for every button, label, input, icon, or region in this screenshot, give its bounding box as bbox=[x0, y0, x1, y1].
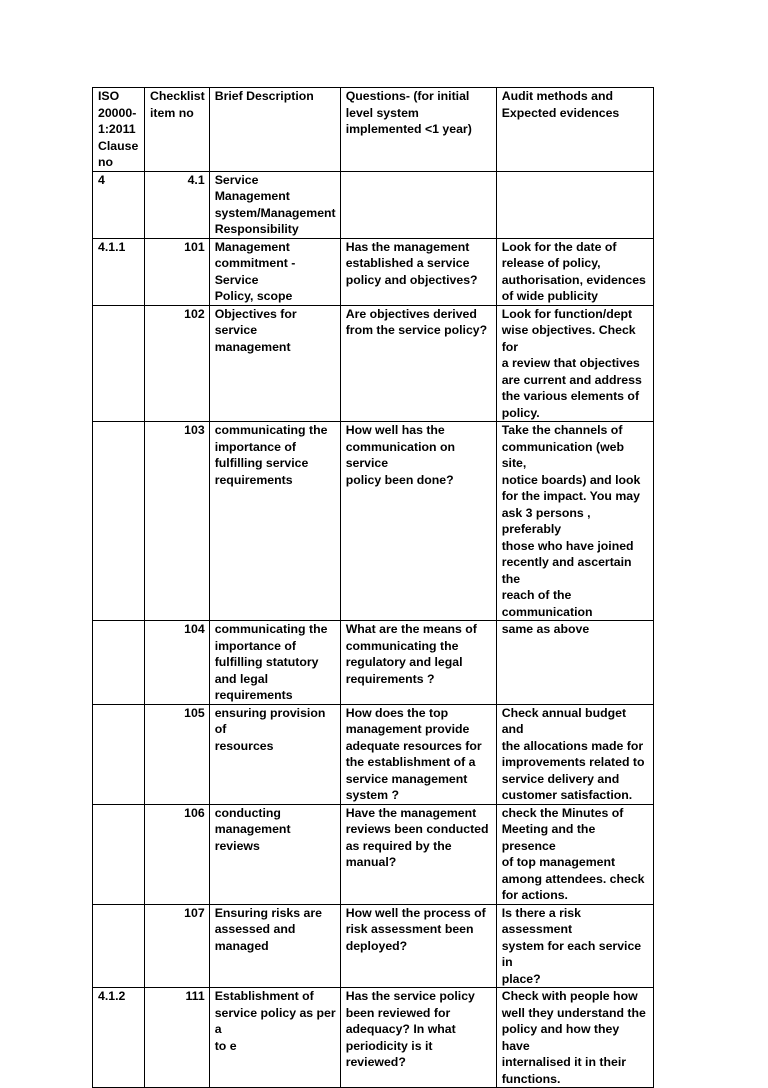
question-text: Has the service policy been reviewed for adequacy? In what periodicity is it reviewed? bbox=[345, 989, 475, 1069]
audit-cell bbox=[496, 422, 653, 621]
question-cell bbox=[340, 988, 496, 1088]
header-brief-text: Brief Description bbox=[214, 89, 314, 103]
iso-clause-cell bbox=[93, 171, 145, 238]
table-row bbox=[93, 988, 654, 1088]
brief-cell bbox=[209, 621, 340, 705]
item-no-cell bbox=[145, 621, 210, 705]
brief-text: communicating the importance of fulfilling statutory and legal requirements bbox=[214, 622, 328, 702]
iso-clause-cell bbox=[93, 704, 145, 804]
brief-text: Ensuring risks are assessed and managed bbox=[214, 905, 322, 953]
iso-clause-cell bbox=[93, 422, 145, 621]
audit-text: Look for function/dept wise objectives. Check for a review that objectives are current and address the various elements of policy. bbox=[501, 306, 642, 420]
iso-clause-cell bbox=[93, 305, 145, 422]
question-text: How does the top management provide adequate resources for the establishment of a service management system ? bbox=[345, 705, 482, 802]
audit-cell bbox=[496, 238, 653, 305]
header-row bbox=[93, 88, 654, 172]
iso-clause-text: 4.1.2 bbox=[98, 989, 126, 1003]
item-no-cell bbox=[145, 704, 210, 804]
table-row bbox=[93, 422, 654, 621]
brief-text: ensuring provision of resources bbox=[214, 705, 326, 753]
question-cell bbox=[340, 704, 496, 804]
audit-cell bbox=[496, 904, 653, 988]
audit-text: Is there a risk assessment system for each service in place? bbox=[501, 905, 642, 986]
audit-text: Check with people how well they understand the policy and how they have internalised it in their functions. bbox=[501, 989, 646, 1086]
header-audit-text: Audit methods and Expected evidences bbox=[501, 89, 620, 120]
audit-cell bbox=[496, 988, 653, 1088]
item-no-cell bbox=[145, 804, 210, 904]
item-no-text: 103 bbox=[184, 423, 205, 437]
question-cell bbox=[340, 904, 496, 988]
question-cell bbox=[340, 804, 496, 904]
question-cell bbox=[340, 621, 496, 705]
item-no-text: 102 bbox=[184, 306, 205, 321]
iso-clause-text: 4 bbox=[98, 172, 105, 187]
header-questions-text: Questions- (for initial level system implemented <1 year) bbox=[345, 89, 472, 136]
brief-text: Management commitment -Service Policy, scope bbox=[214, 239, 296, 303]
item-no-text: 106 bbox=[184, 805, 205, 820]
audit-cell bbox=[496, 704, 653, 804]
header-checklist-item bbox=[145, 88, 210, 172]
header-audit-methods bbox=[496, 88, 653, 172]
table-row bbox=[93, 238, 654, 305]
question-text: Have the management reviews been conducted as required by the manual? bbox=[345, 805, 489, 869]
question-cell bbox=[340, 422, 496, 621]
question-cell bbox=[340, 305, 496, 422]
audit-text: Look for the date of release of policy, authorisation, evidences of wide publicity bbox=[501, 239, 646, 303]
brief-cell bbox=[209, 238, 340, 305]
audit-cell bbox=[496, 171, 653, 238]
item-no-text: 107 bbox=[184, 905, 205, 920]
iso-clause-cell bbox=[93, 904, 145, 988]
header-questions bbox=[340, 88, 496, 172]
table-row bbox=[93, 171, 654, 238]
question-text: Are objectives derived from the service policy? bbox=[345, 306, 488, 337]
header-iso-text: ISO 20000- 1:2011 Clause no bbox=[98, 89, 139, 169]
header-iso-clause bbox=[93, 88, 145, 172]
brief-cell bbox=[209, 904, 340, 988]
brief-cell bbox=[209, 804, 340, 904]
question-text: How well the process of risk assessment been deployed? bbox=[345, 905, 486, 953]
audit-text: same as above bbox=[501, 622, 590, 636]
table-row bbox=[93, 305, 654, 422]
table-row bbox=[93, 704, 654, 804]
brief-cell bbox=[209, 988, 340, 1088]
question-text: How well has the communication on service policy been done? bbox=[345, 423, 455, 487]
iso-clause-cell bbox=[93, 621, 145, 705]
brief-text: Service Management system/Management Responsibility bbox=[214, 172, 336, 236]
brief-text: Establishment of service policy as per a to e bbox=[214, 989, 336, 1053]
item-no-cell bbox=[145, 904, 210, 988]
item-no-cell bbox=[145, 422, 210, 621]
item-no-text: 104 bbox=[184, 622, 205, 636]
item-no-cell bbox=[145, 305, 210, 422]
table-row bbox=[93, 621, 654, 705]
question-cell bbox=[340, 238, 496, 305]
table-row bbox=[93, 804, 654, 904]
brief-cell bbox=[209, 171, 340, 238]
audit-text: Check annual budget and the allocations made for improvements related to service delivery and customer satisfaction. bbox=[501, 705, 645, 802]
header-item-text: Checklist item no bbox=[150, 89, 205, 120]
audit-text: Take the channels of communication (web site, notice boards) and look for the impact. You may ask 3 persons , preferably those who have joined recently and ascertain the reach of the communication bbox=[501, 423, 641, 619]
brief-text: conducting management reviews bbox=[214, 805, 291, 853]
iso-clause-cell bbox=[93, 988, 145, 1088]
audit-cell bbox=[496, 305, 653, 422]
audit-cell bbox=[496, 621, 653, 705]
audit-text: check the Minutes of Meeting and the presence of top management among attendees. check for actions. bbox=[501, 805, 645, 902]
item-no-cell bbox=[145, 238, 210, 305]
brief-cell bbox=[209, 422, 340, 621]
audit-cell bbox=[496, 804, 653, 904]
audit-checklist-table bbox=[92, 87, 654, 1088]
brief-cell bbox=[209, 704, 340, 804]
iso-clause-cell bbox=[93, 238, 145, 305]
iso-clause-text: 4.1.1 bbox=[98, 239, 126, 254]
item-no-cell bbox=[145, 988, 210, 1088]
header-brief-description bbox=[209, 88, 340, 172]
question-text: What are the means of communicating the regulatory and legal requirements ? bbox=[345, 622, 477, 686]
brief-text: communicating the importance of fulfilling service requirements bbox=[214, 423, 328, 487]
item-no-text: 101 bbox=[184, 239, 205, 254]
question-cell bbox=[340, 171, 496, 238]
iso-clause-cell bbox=[93, 804, 145, 904]
brief-text: Objectives for service management bbox=[214, 306, 297, 354]
brief-cell bbox=[209, 305, 340, 422]
question-text: Has the management established a service policy and objectives? bbox=[345, 239, 478, 287]
item-no-cell bbox=[145, 171, 210, 238]
item-no-text: 111 bbox=[185, 989, 205, 1003]
item-no-text: 105 bbox=[184, 705, 205, 720]
table-row bbox=[93, 904, 654, 988]
item-no-text: 4.1 bbox=[187, 172, 205, 187]
